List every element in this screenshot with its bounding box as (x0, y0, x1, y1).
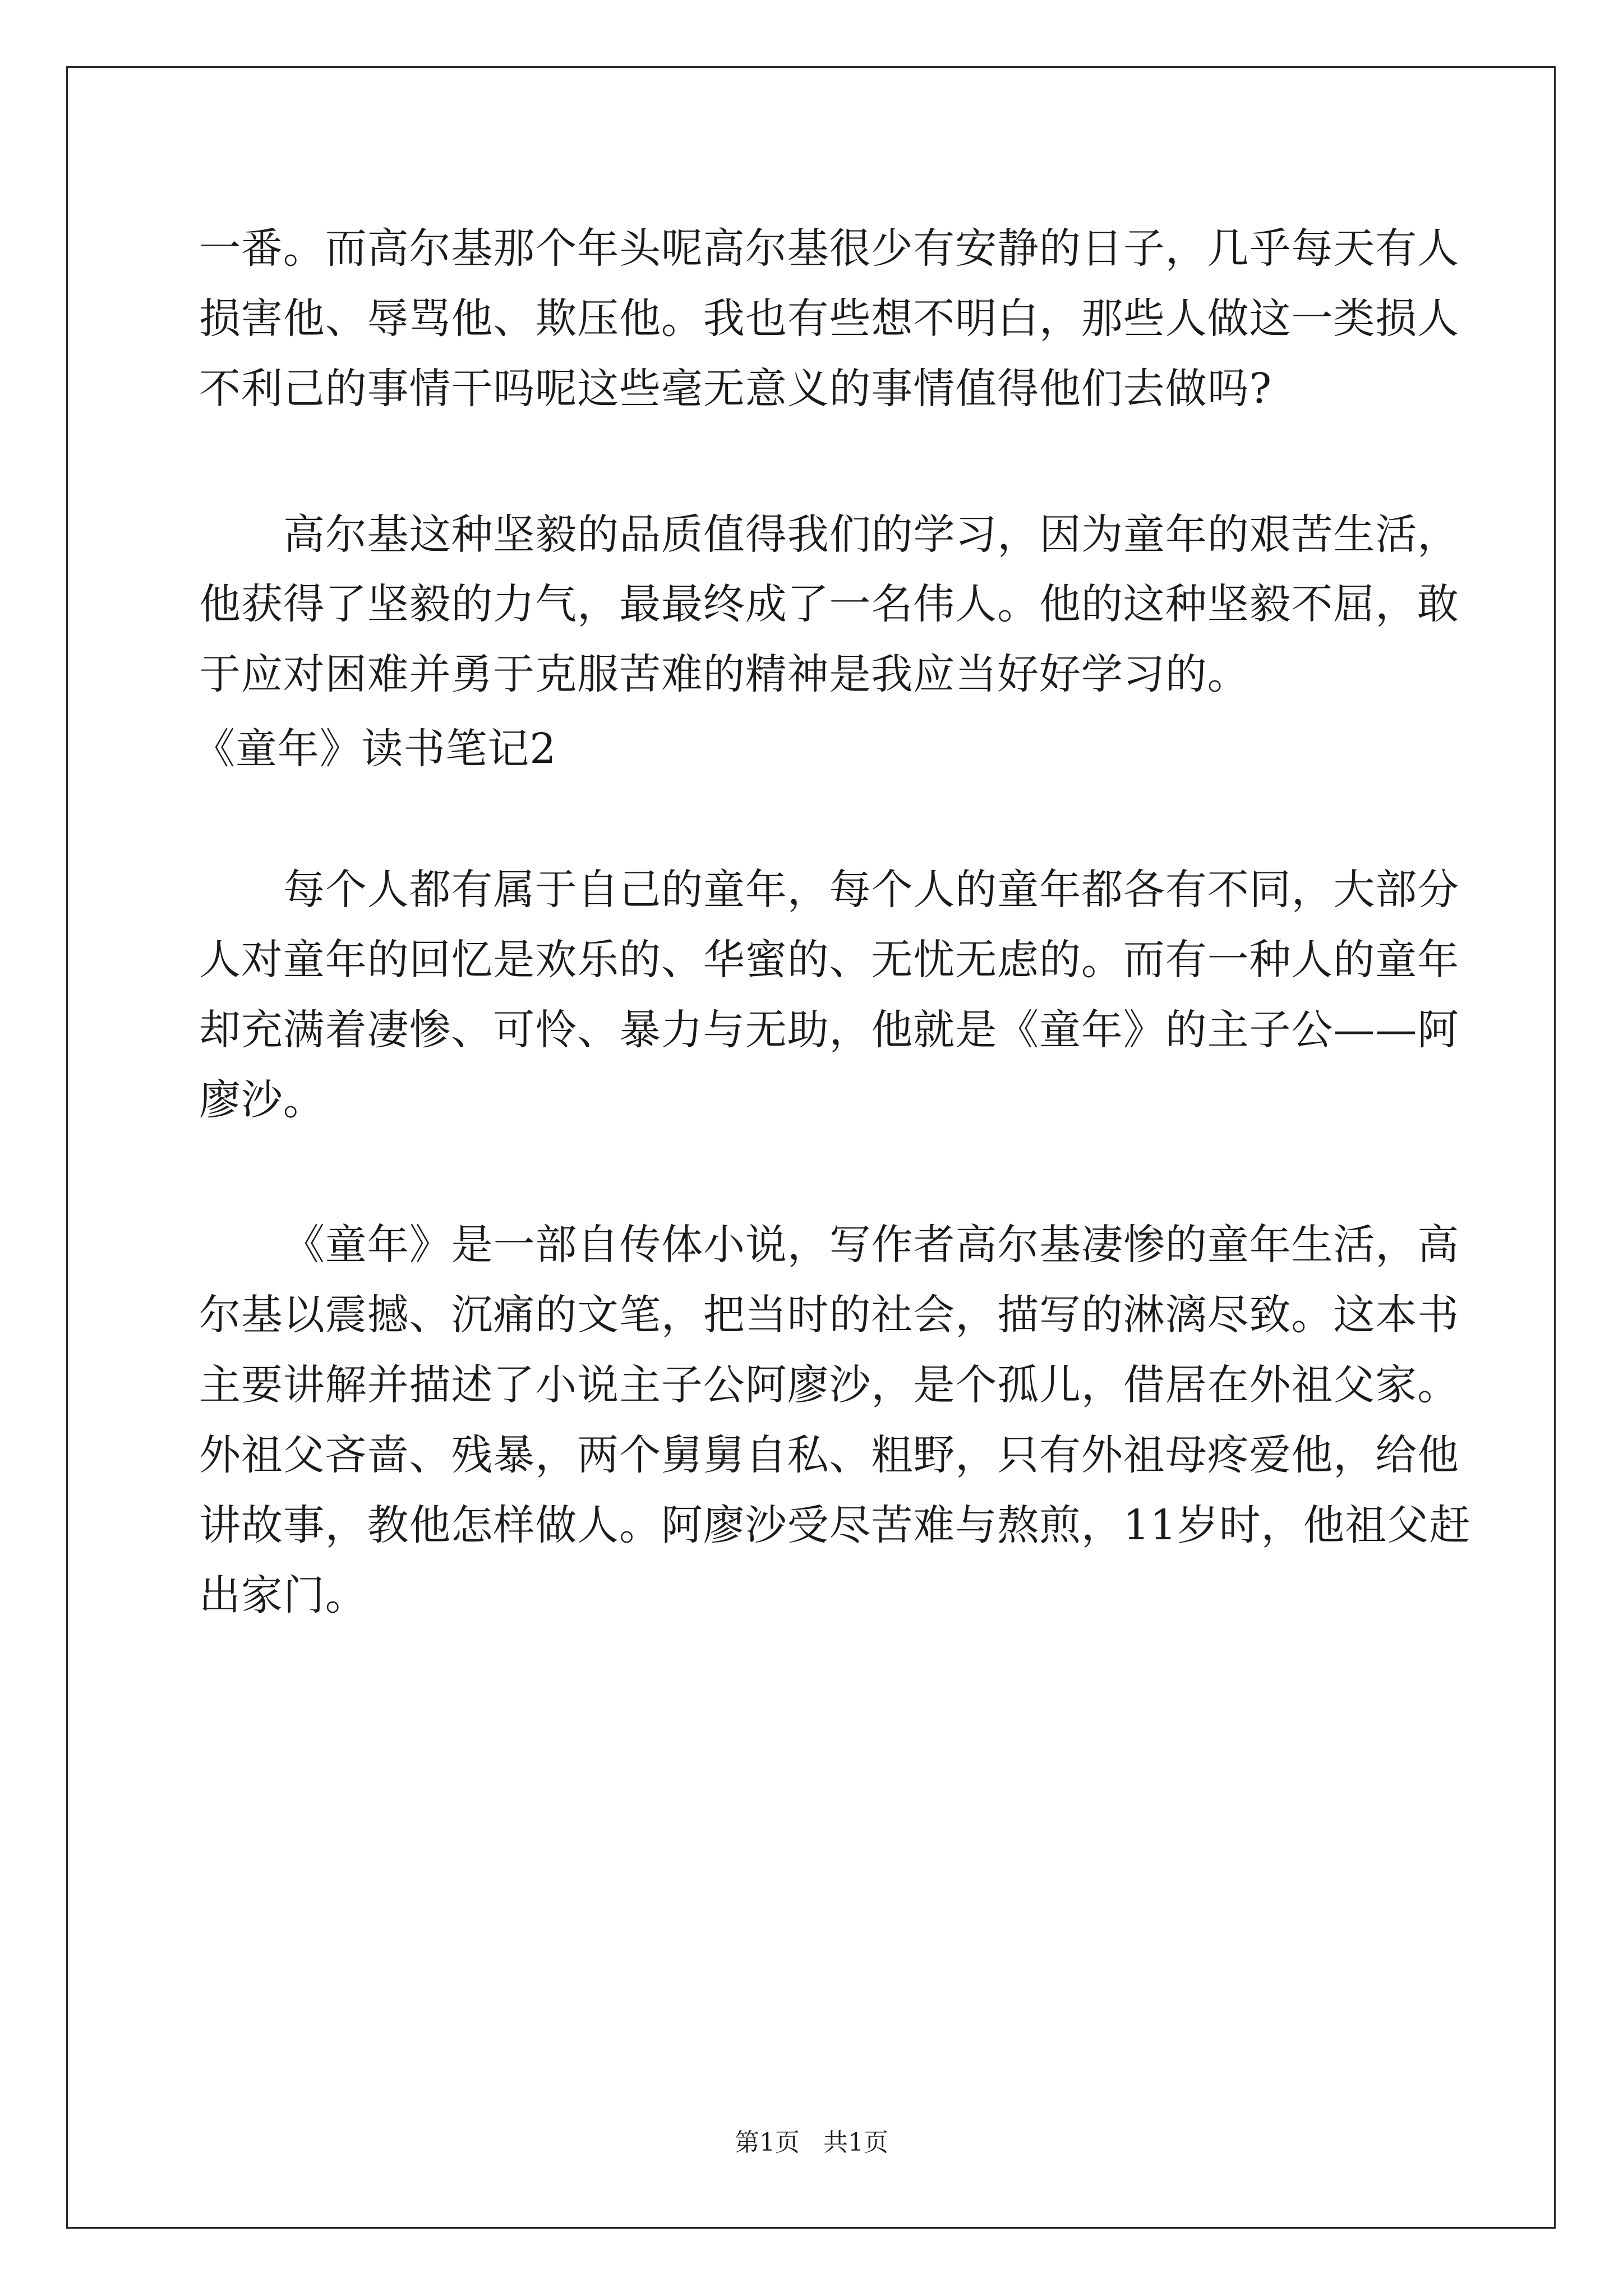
text-line: 不利己的事情干吗呢这些毫无意义的事情值得他们去做吗? (199, 365, 1272, 413)
text-line: 却充满着凄惨、可怜、暴力与无助，他就是《童年》的主子公——阿 (199, 1006, 1459, 1054)
text-line: 廖沙。 (199, 1076, 325, 1124)
text-line: 他获得了坚毅的力气，最最终成了一名伟人。他的这种坚毅不屈，敢 (199, 580, 1459, 628)
text-line: 每个人都有属于自己的童年，每个人的童年都各有不同，大部分 (283, 866, 1460, 914)
text-line: 一番。而高尔基那个年头呢高尔基很少有安静的日子，几乎每天有人 (199, 224, 1459, 273)
page-footer: 第1页 共1页 (735, 2128, 888, 2157)
text-line: 外祖父吝啬、残暴，两个舅舅自私、粗野，只有外祖母疼爱他，给他 (199, 1431, 1459, 1479)
text-line: 讲故事，教他怎样做人。阿廖沙受尽苦难与熬煎，11岁时，他祖父赶 (199, 1501, 1472, 1549)
section-heading: 《童年》读书笔记2 (193, 725, 557, 773)
text-line: 尔基以震撼、沉痛的文笔，把当时的社会，描写的淋漓尽致。这本书 (199, 1291, 1459, 1339)
text-line: 主要讲解并描述了小说主子公阿廖沙，是个孤儿，借居在外祖父家。 (199, 1361, 1459, 1409)
text-line: 《童年》是一部自传体小说，写作者高尔基凄惨的童年生活，高 (283, 1221, 1460, 1269)
text-line: 高尔基这种坚毅的品质值得我们的学习，因为童年的艰苦生活， (283, 510, 1460, 559)
text-line: 损害他、辱骂他、欺压他。我也有些想不明白，那些人做这一类损人 (199, 295, 1459, 343)
text-line: 人对童年的回忆是欢乐的、华蜜的、无忧无虑的。而有一种人的童年 (199, 936, 1459, 984)
text-line: 出家门。 (199, 1571, 367, 1619)
text-line: 于应对困难并勇于克服苦难的精神是我应当好好学习的。 (199, 650, 1249, 698)
